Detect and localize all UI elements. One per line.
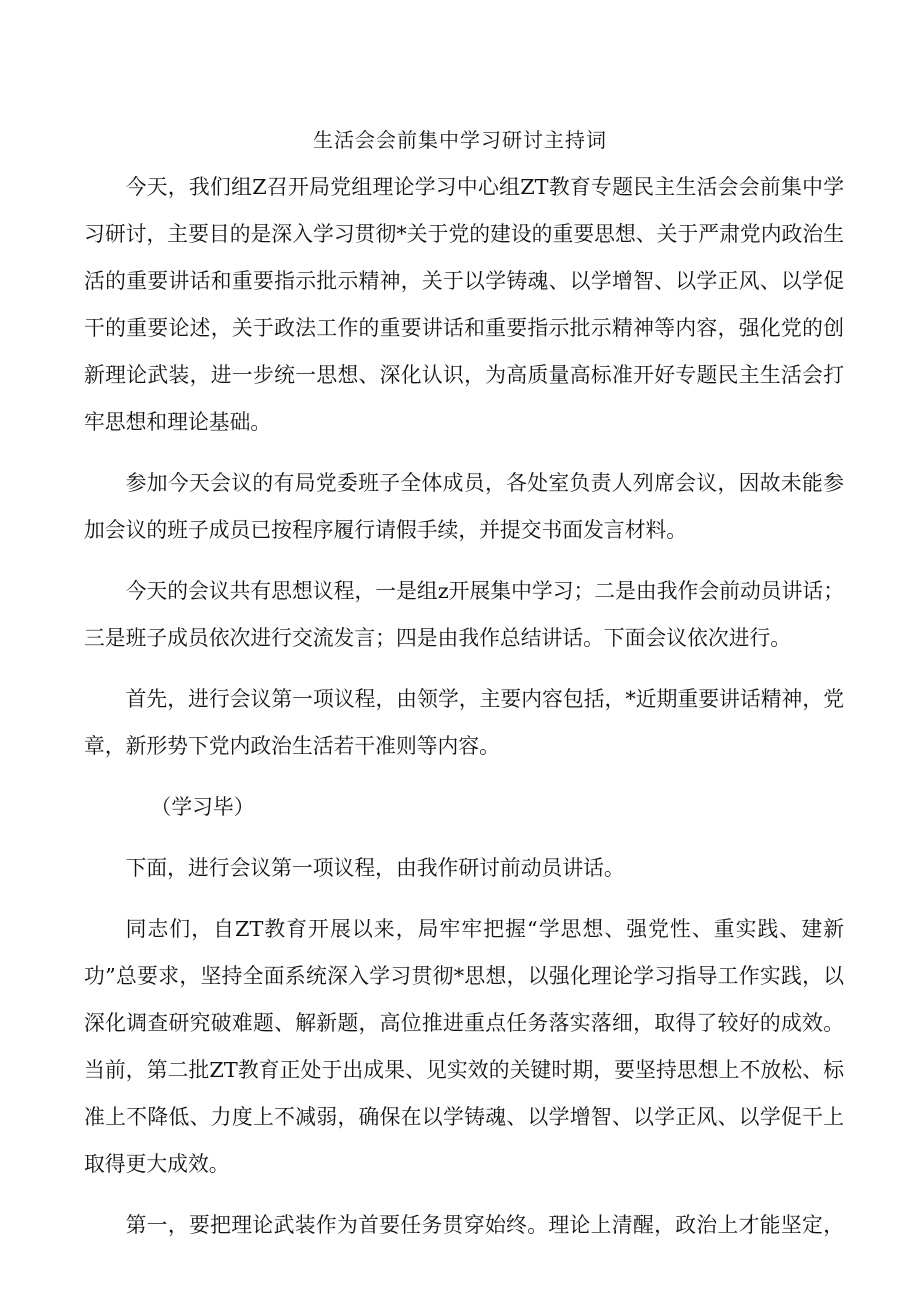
document-body [84, 164, 844, 1249]
paragraph-agenda: 今天的会议共有思想议程，一是组z开展集中学习；二是由我作会前动员讲话；三是班子成员依次进行交流发言；四是由我作总结讲话。下面会议依次进行。 [84, 579, 844, 650]
paragraph-opening: 今天，我们组Z召开局党组理论学习中心组ZT教育专题民主生活会会前集中学习研讨，主要目的是深入学习贯彻*关于党的建设的重要思想、关于严肃党内政治生活的重要讲话和重要指示批示精神，关于以学铸魂、以学增智、以学正风、以学促干的重要论述，关于政法工作的重要讲话和重要指示批示精神等内容，强化党的创新理论武装，进一步统一思想、深化认识，为高质量高标准开好专题民主生活会打牢思想和理论基础。 [84, 175, 844, 434]
paragraph-speech: 同志们，自ZT教育开展以来，局牢牢把握“学思想、强党性、重实践、建新功”总要求，坚持全面系统深入学习贯彻*思想，以强化理论学习指导工作实践，以深化调查研究破难题、解新题，高位推进重点任务落实落细，取得了较好的成效。当前，第二批ZT教育正处于出成果、见实效的关键时期，要坚持思想上不放松、标准上不降低、力度上不减弱，确保在以学铸魂、以学增智、以学正风、以学促干上取得更大成效。 [84, 917, 844, 1176]
paragraph-attendees: 参加今天会议的有局党委班子全体成员，各处室负责人列席会议，因故未能参加会议的班子成员已按程序履行请假手续，并提交书面发言材料。 [84, 471, 844, 542]
paragraph-first-item: 首先，进行会议第一项议程，由领学，主要内容包括，*近期重要讲话精神，党章，新形势下党内政治生活若干准则等内容。 [84, 687, 844, 758]
paragraph-next-item: 下面，进行会议第一项议程，由我作研讨前动员讲话。 [125, 856, 625, 880]
paragraph-study-end: （学习毕） [150, 795, 255, 819]
paragraph-first-point: 第一，要把理论武装作为首要任务贯穿始终。理论上清醒，政治上才能坚定， [125, 1213, 844, 1237]
document-title: 生活会会前集中学习研讨主持词 [313, 128, 607, 152]
